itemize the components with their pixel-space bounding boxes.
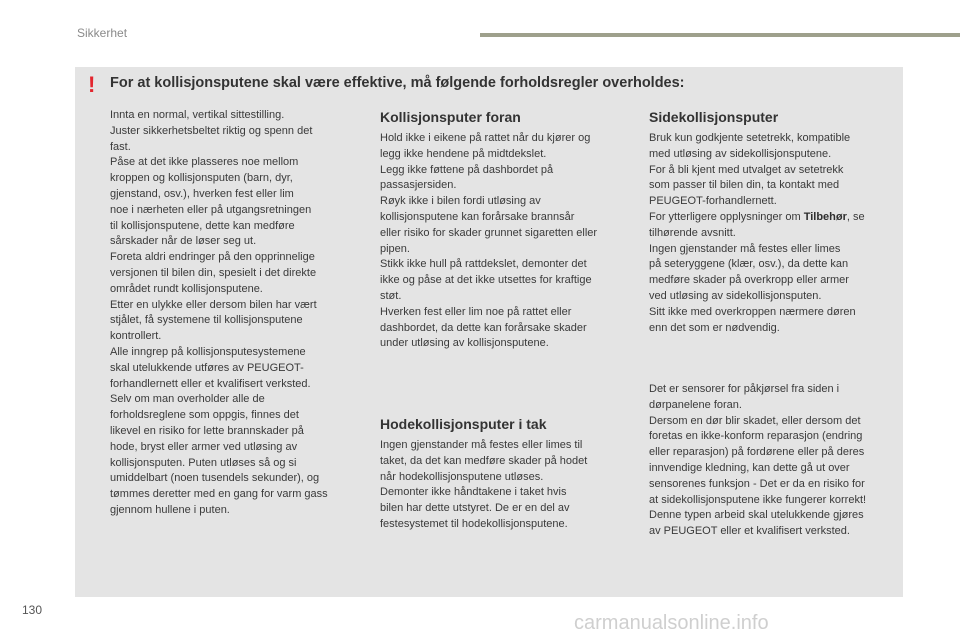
- text-line: gjenstand, osv.), hverken fest eller lim: [110, 187, 294, 200]
- text-line: på seteryggene (klær, osv.), da dette kan: [649, 258, 849, 271]
- accessory-line: [649, 210, 901, 226]
- text-line: tilhørende avsnitt.: [649, 226, 736, 239]
- text-line: Selv om man overholder alle de: [110, 393, 265, 406]
- text-line: taket, da det kan medføre skader på hodet: [380, 454, 588, 467]
- text-line: Etter en ulykke eller dersom bilen har vært: [110, 298, 317, 311]
- text-line: til kollisjonsputene, dette kan medføre: [110, 219, 295, 232]
- text-line: forhandlernett eller et kvalifisert verksted.: [110, 377, 311, 390]
- accessory-pre: For ytterligere opplysninger om: [649, 210, 804, 223]
- text-line: sensorenes funksjon - Det er da en risiko for: [649, 477, 865, 490]
- text-line: likevel en risiko for lette brannskader på: [110, 424, 304, 437]
- text-line: PEUGEOT-forhandlernett.: [649, 195, 777, 208]
- section-title: Sikkerhet: [77, 26, 128, 40]
- text-line: Ingen gjenstander må festes eller limes: [649, 242, 841, 255]
- text-line: under utløsing av kollisjonsputene.: [380, 337, 549, 350]
- text-line: enn det som er nødvendig.: [649, 321, 780, 334]
- warning-icon: !: [88, 72, 96, 97]
- text-line: passasjersiden.: [380, 179, 457, 192]
- side-sensors-text: [649, 382, 901, 540]
- text-line: Sitt ikke med overkroppen nærmere døren: [649, 305, 856, 318]
- text-line: noe i nærheten eller på utgangsretningen: [110, 203, 312, 216]
- text-line: Stikk ikke hull på rattdekslet, demonter det: [380, 258, 587, 271]
- text-line: stjålet, få systemene til kollisjonsputene: [110, 314, 303, 327]
- text-line: av PEUGEOT eller et kvalifisert verksted.: [649, 525, 850, 538]
- text-line: pipen.: [380, 242, 410, 255]
- text-line: Hold ikke i eikene på rattet når du kjører og: [380, 132, 591, 144]
- front-airbags-text: [380, 131, 630, 352]
- text-line: Demonter ikke håndtakene i taket hvis: [380, 486, 567, 499]
- text-line: Ingen gjenstander må festes eller limes til: [380, 439, 583, 451]
- text-line: kollisjonsputene kan forårsake brannsår: [380, 210, 575, 223]
- text-line: gjennom hullene i puten.: [110, 503, 230, 516]
- text-line: Det er sensorer for påkjørsel fra siden i: [649, 383, 840, 395]
- text-line: innvendige kledning, kan dette gå ut over: [649, 461, 850, 474]
- text-line: skal utelukkende utføres av PEUGEOT-: [110, 361, 304, 374]
- text-line: støt.: [380, 289, 402, 302]
- text-line: kollisjonsputen. Puten utløses så og si: [110, 456, 297, 469]
- text-line: med utløsing av sidekollisjonsputene.: [649, 147, 832, 160]
- text-line: Hverken fest eller lim noe på rattet eller: [380, 305, 572, 318]
- text-line: foretas en ikke-konform reparasjon (endring: [649, 430, 863, 443]
- text-line: hode, bryst eller armer ved utløsing av: [110, 440, 298, 453]
- panel-heading: For at kollisjonsputene skal være effektive, må følgende forholdsregler overholdes:: [110, 75, 685, 91]
- accessory-keyword: Tilbehør: [803, 210, 847, 223]
- page-number: 130: [22, 603, 43, 617]
- text-line: Foreta aldri endringer på den opprinnelige: [110, 251, 315, 264]
- accessory-post: , se: [846, 210, 865, 223]
- side-airbags-text: [649, 131, 901, 336]
- text-line: når hodekollisjonsputene utløses.: [380, 470, 544, 483]
- watermark: carmanualsonline.info: [574, 612, 769, 634]
- text-line: Dersom en dør blir skadet, eller dersom det: [649, 414, 861, 427]
- text-line: tømmes deretter med en gang for varm gass: [110, 488, 328, 501]
- text-line: Bruk kun godkjente setetrekk, kompatible: [649, 132, 851, 144]
- text-line: som passer til bilen din, ta kontakt med: [649, 179, 840, 192]
- roof-airbags-text: [380, 438, 630, 533]
- text-line: Røyk ikke i bilen fordi utløsing av: [380, 195, 541, 208]
- text-line: festesystemet til hodekollisjonsputene.: [380, 517, 568, 530]
- text-line: legg ikke hendene på midtdekslet.: [380, 147, 547, 160]
- roof-airbags-heading: Hodekollisjonsputer i tak: [380, 416, 547, 432]
- front-airbags-heading: Kollisjonsputer foran: [380, 109, 521, 125]
- text-line: kontrollert.: [110, 330, 162, 343]
- text-line: dørpanelene foran.: [649, 398, 742, 411]
- text-line: ved utløsing av sidekollisjonsputen.: [649, 289, 822, 302]
- text-line: umiddelbart (noen tusendels sekunder), og: [110, 472, 320, 485]
- text-line: kroppen og kollisjonsputen (barn, dyr,: [110, 172, 293, 185]
- text-line: at sidekollisjonsputene ikke fungerer korrekt!: [649, 493, 867, 506]
- header-rule: [480, 33, 960, 37]
- general-precautions-text: [110, 108, 360, 519]
- text-line: Innta en normal, vertikal sittestilling.: [110, 109, 285, 121]
- text-line: Juster sikkerhetsbeltet riktig og spenn det: [110, 124, 313, 137]
- text-line: forholdsreglene som oppgis, finnes det: [110, 409, 299, 422]
- text-line: versjonen til bilen din, spesielt i det direkte: [110, 266, 317, 279]
- text-line: medføre skader på overkropp eller armer: [649, 274, 849, 287]
- text-line: området rundt kollisjonsputene.: [110, 282, 263, 295]
- text-line: ikke og påse at det ikke utsettes for kraftige: [380, 274, 592, 287]
- text-line: Denne typen arbeid skal utelukkende gjøres: [649, 509, 864, 522]
- text-line: For å bli kjent med utvalget av setetrekk: [649, 163, 844, 176]
- text-line: sårskader når de løser seg ut.: [110, 235, 257, 248]
- text-line: eller risiko for skader grunnet sigaretten eller: [380, 226, 598, 239]
- text-line: Legg ikke føttene på dashbordet på: [380, 163, 554, 176]
- text-line: dashbordet, da dette kan forårsake skader: [380, 321, 587, 334]
- text-line: Påse at det ikke plasseres noe mellom: [110, 156, 299, 169]
- side-airbags-heading: Sidekollisjonsputer: [649, 109, 779, 125]
- text-line: eller reparasjon) på fordørene eller på deres: [649, 446, 865, 459]
- text-line: fast.: [110, 140, 131, 153]
- text-line: bilen har dette utstyret. De er en del av: [380, 502, 570, 515]
- text-line: Alle inngrep på kollisjonsputesystemene: [110, 345, 306, 358]
